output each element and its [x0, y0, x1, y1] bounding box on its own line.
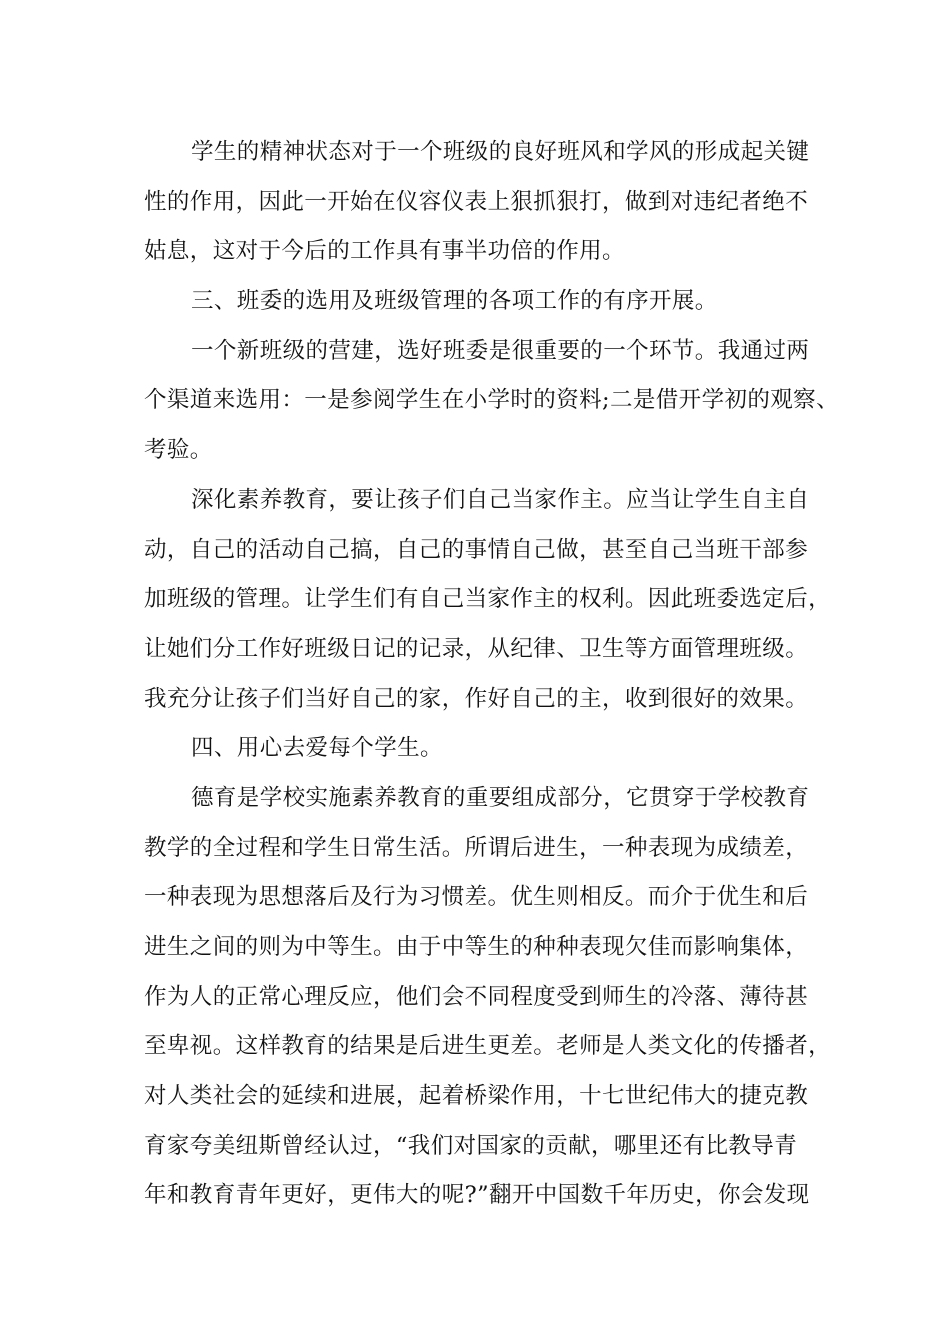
text-line: 个渠道来选用：一是参阅学生在小学时的资料;二是借开学初的观察、 [144, 387, 839, 414]
text-line: 至卑视。这样教育的结果是后进生更差。老师是人类文化的传播者， [144, 1033, 832, 1060]
document-body [144, 128, 839, 1221]
section-heading: 四、用心去爱每个学生。 [191, 735, 443, 762]
text-line: 我充分让孩子们当好自己的家，作好自己的主，收到很好的效果。 [144, 685, 809, 712]
section-heading: 三、班委的选用及班级管理的各项工作的有序开展。 [191, 288, 718, 315]
text-line: 年和教育青年更好，更伟大的呢?”翻开中国数千年历史，你会发现 [144, 1182, 810, 1209]
text-line: 性的作用，因此一开始在仪容仪表上狠抓狠打，做到对违纪者绝不 [144, 188, 809, 215]
text-line: 考验。 [144, 437, 213, 464]
text-line: 一个新班级的营建，选好班委是很重要的一个环节。我通过两 [191, 337, 810, 364]
text-line: 进生之间的则为中等生。由于中等生的种种表现欠佳而影响集体， [144, 934, 809, 960]
text-line: 教学的全过程和学生日常生活。所谓后进生，一种表现为成绩差， [144, 834, 809, 861]
text-line: 一种表现为思想落后及行为习惯差。优生则相反。而介于优生和后 [144, 884, 809, 911]
text-line: 深化素养教育，要让孩子们自己当家作主。应当让学生自主自 [191, 486, 810, 513]
text-line: 加班级的管理。让学生们有自己当家作主的权利。因此班委选定后， [144, 586, 832, 613]
text-line: 动，自己的活动自己搞，自己的事情自己做，甚至自己当班干部参 [144, 536, 809, 563]
text-line: 对人类社会的延续和进展，起着桥梁作用，十七世纪伟大的捷克教 [144, 1083, 809, 1110]
text-line: 德育是学校实施素养教育的重要组成部分，它贯穿于学校教育 [191, 784, 810, 811]
text-line: 姑息，这对于今后的工作具有事半功倍的作用。 [144, 238, 625, 265]
text-line: 让她们分工作好班级日记的记录，从纪律、卫生等方面管理班级。 [144, 635, 809, 662]
text-line: 育家夸美纽斯曾经认过，“我们对国家的贡献，哪里还有比教导青 [144, 1132, 798, 1159]
text-line: 作为人的正常心理反应，他们会不同程度受到师生的冷落、薄待甚 [144, 983, 809, 1010]
text-line: 学生的精神状态对于一个班级的良好班风和学风的形成起关键 [191, 139, 810, 165]
